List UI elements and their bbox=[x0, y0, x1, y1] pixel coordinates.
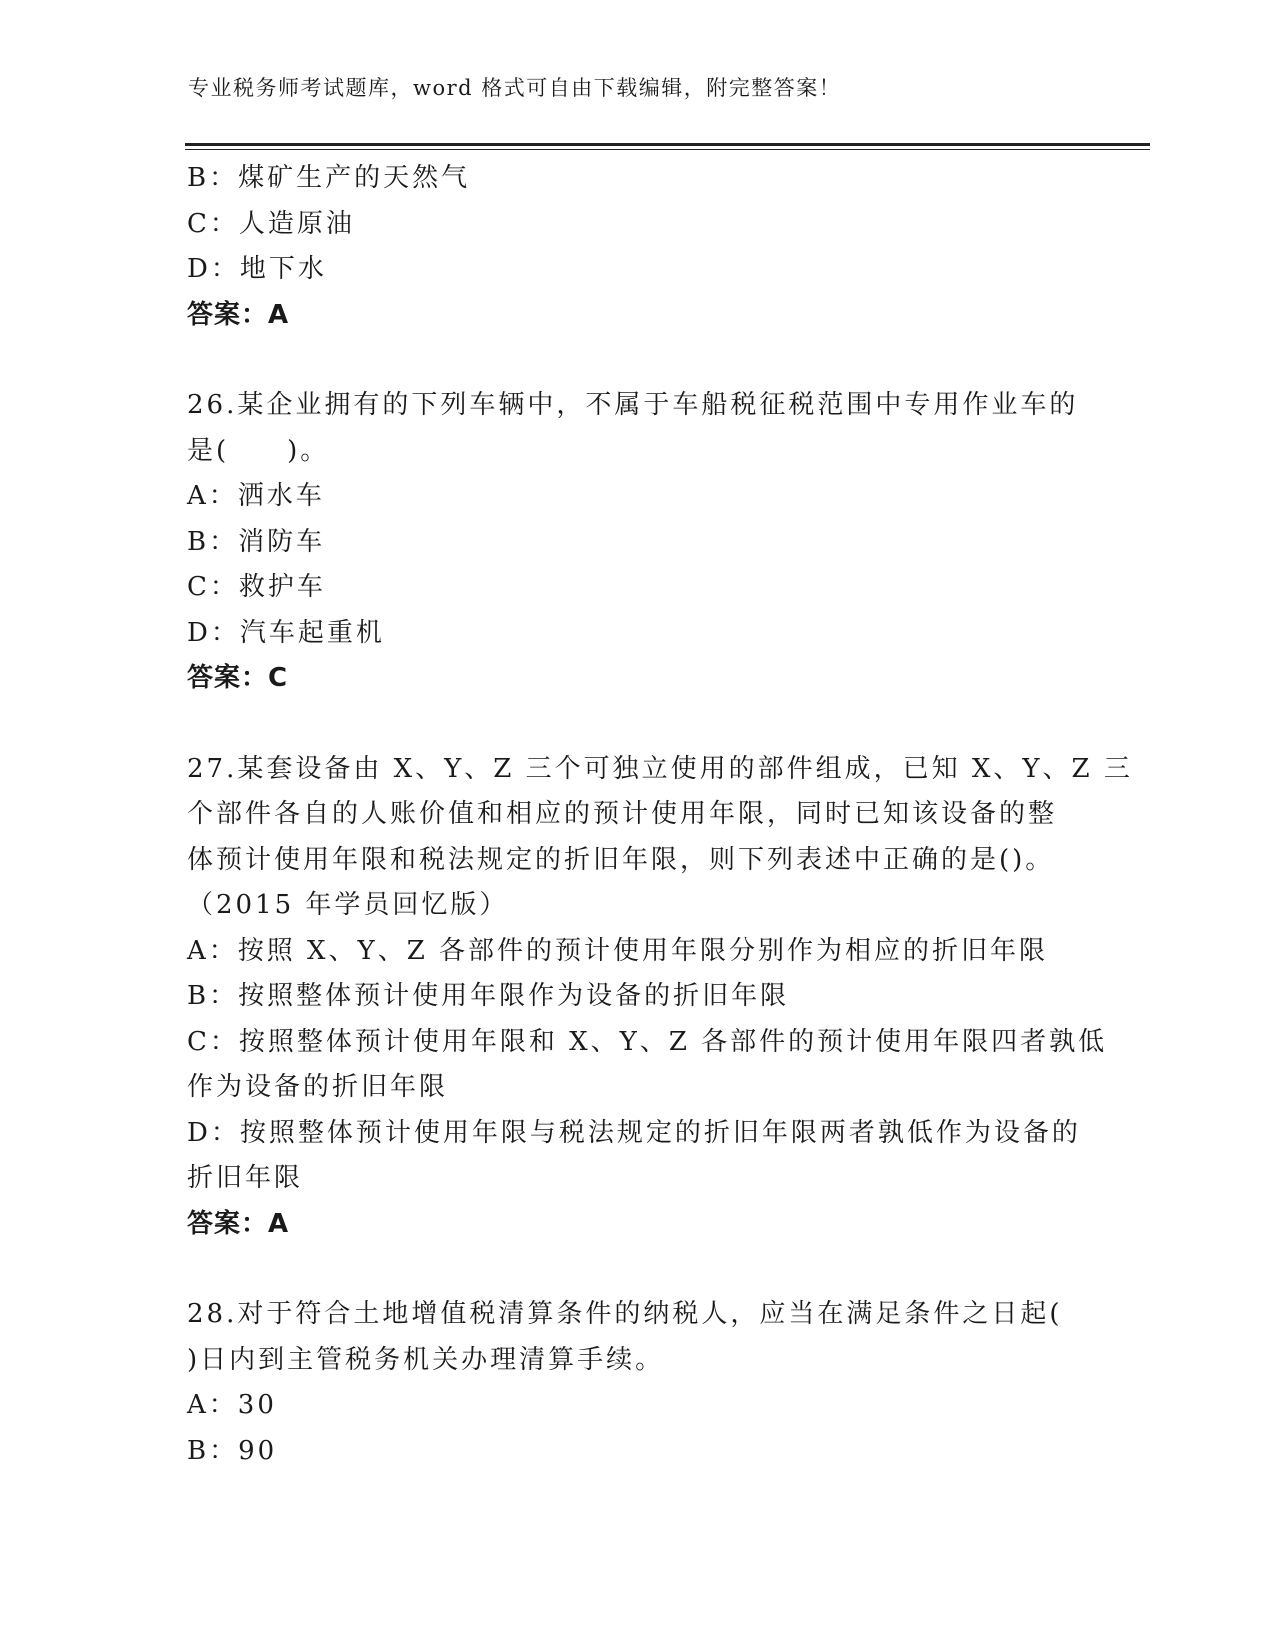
question-27 bbox=[187, 747, 1133, 1248]
option-b: B：按照整体预计使用年限作为设备的折旧年限 bbox=[187, 981, 790, 1011]
option-c: C：救护车 bbox=[187, 572, 326, 602]
option-a: A：洒水车 bbox=[187, 481, 325, 511]
spacer bbox=[187, 338, 1077, 383]
answer: 答案：A bbox=[187, 299, 290, 330]
question-28 bbox=[187, 1292, 1077, 1474]
question-text: )日内到主管税务机关办理清算手续。 bbox=[187, 1344, 665, 1375]
question-text: 28.对于符合土地增值税清算条件的纳税人，应当在满足条件之日起( bbox=[187, 1299, 1063, 1329]
question-text: 27.某套设备由 X、Y、Z 三个可独立使用的部件组成，已知 X、Y、Z 三 bbox=[187, 753, 1133, 784]
option-b: B：煤矿生产的天然气 bbox=[187, 163, 471, 193]
option-d-continued: 折旧年限 bbox=[187, 1163, 304, 1193]
spacer bbox=[187, 702, 1077, 747]
option-a: A：按照 X、Y、Z 各部件的预计使用年限分别作为相应的折旧年限 bbox=[187, 935, 1049, 966]
answer: 答案：C bbox=[187, 663, 289, 693]
question-text: 是( )。 bbox=[187, 435, 330, 466]
option-c: C：人造原油 bbox=[187, 208, 355, 239]
option-c-continued: 作为设备的折旧年限 bbox=[187, 1072, 449, 1102]
option-b: B：90 bbox=[187, 1435, 278, 1466]
option-c: C：按照整体预计使用年限和 X、Y、Z 各部件的预计使用年限四者孰低 bbox=[187, 1026, 1108, 1057]
question-text: 个部件各自的人账价值和相应的预计使用年限，同时已知该设备的整 bbox=[187, 799, 1058, 829]
option-d: D：地下水 bbox=[187, 254, 327, 284]
answer: 答案：A bbox=[187, 1208, 290, 1239]
document-body bbox=[187, 156, 1133, 1474]
option-d: D：按照整体预计使用年限与税法规定的折旧年限两者孰低作为设备的 bbox=[187, 1117, 1081, 1148]
question-text: （2015 年学员回忆版） bbox=[187, 890, 509, 920]
header-divider bbox=[185, 143, 1150, 150]
question-text: 26.某企业拥有的下列车辆中，不属于车船税征税范围中专用作业车的 bbox=[187, 390, 1079, 420]
question-26 bbox=[187, 383, 1077, 702]
spacer bbox=[187, 1247, 1077, 1292]
question-25-continued bbox=[187, 156, 1077, 338]
question-text: 体预计使用年限和税法规定的折旧年限，则下列表述中正确的是()。 bbox=[187, 844, 1055, 875]
option-b: B：消防车 bbox=[187, 526, 326, 557]
option-a: A：30 bbox=[187, 1390, 277, 1420]
option-d: D：汽车起重机 bbox=[187, 617, 385, 648]
page-header: 专业税务师考试题库，word 格式可自由下载编辑，附完整答案！ bbox=[188, 76, 842, 100]
